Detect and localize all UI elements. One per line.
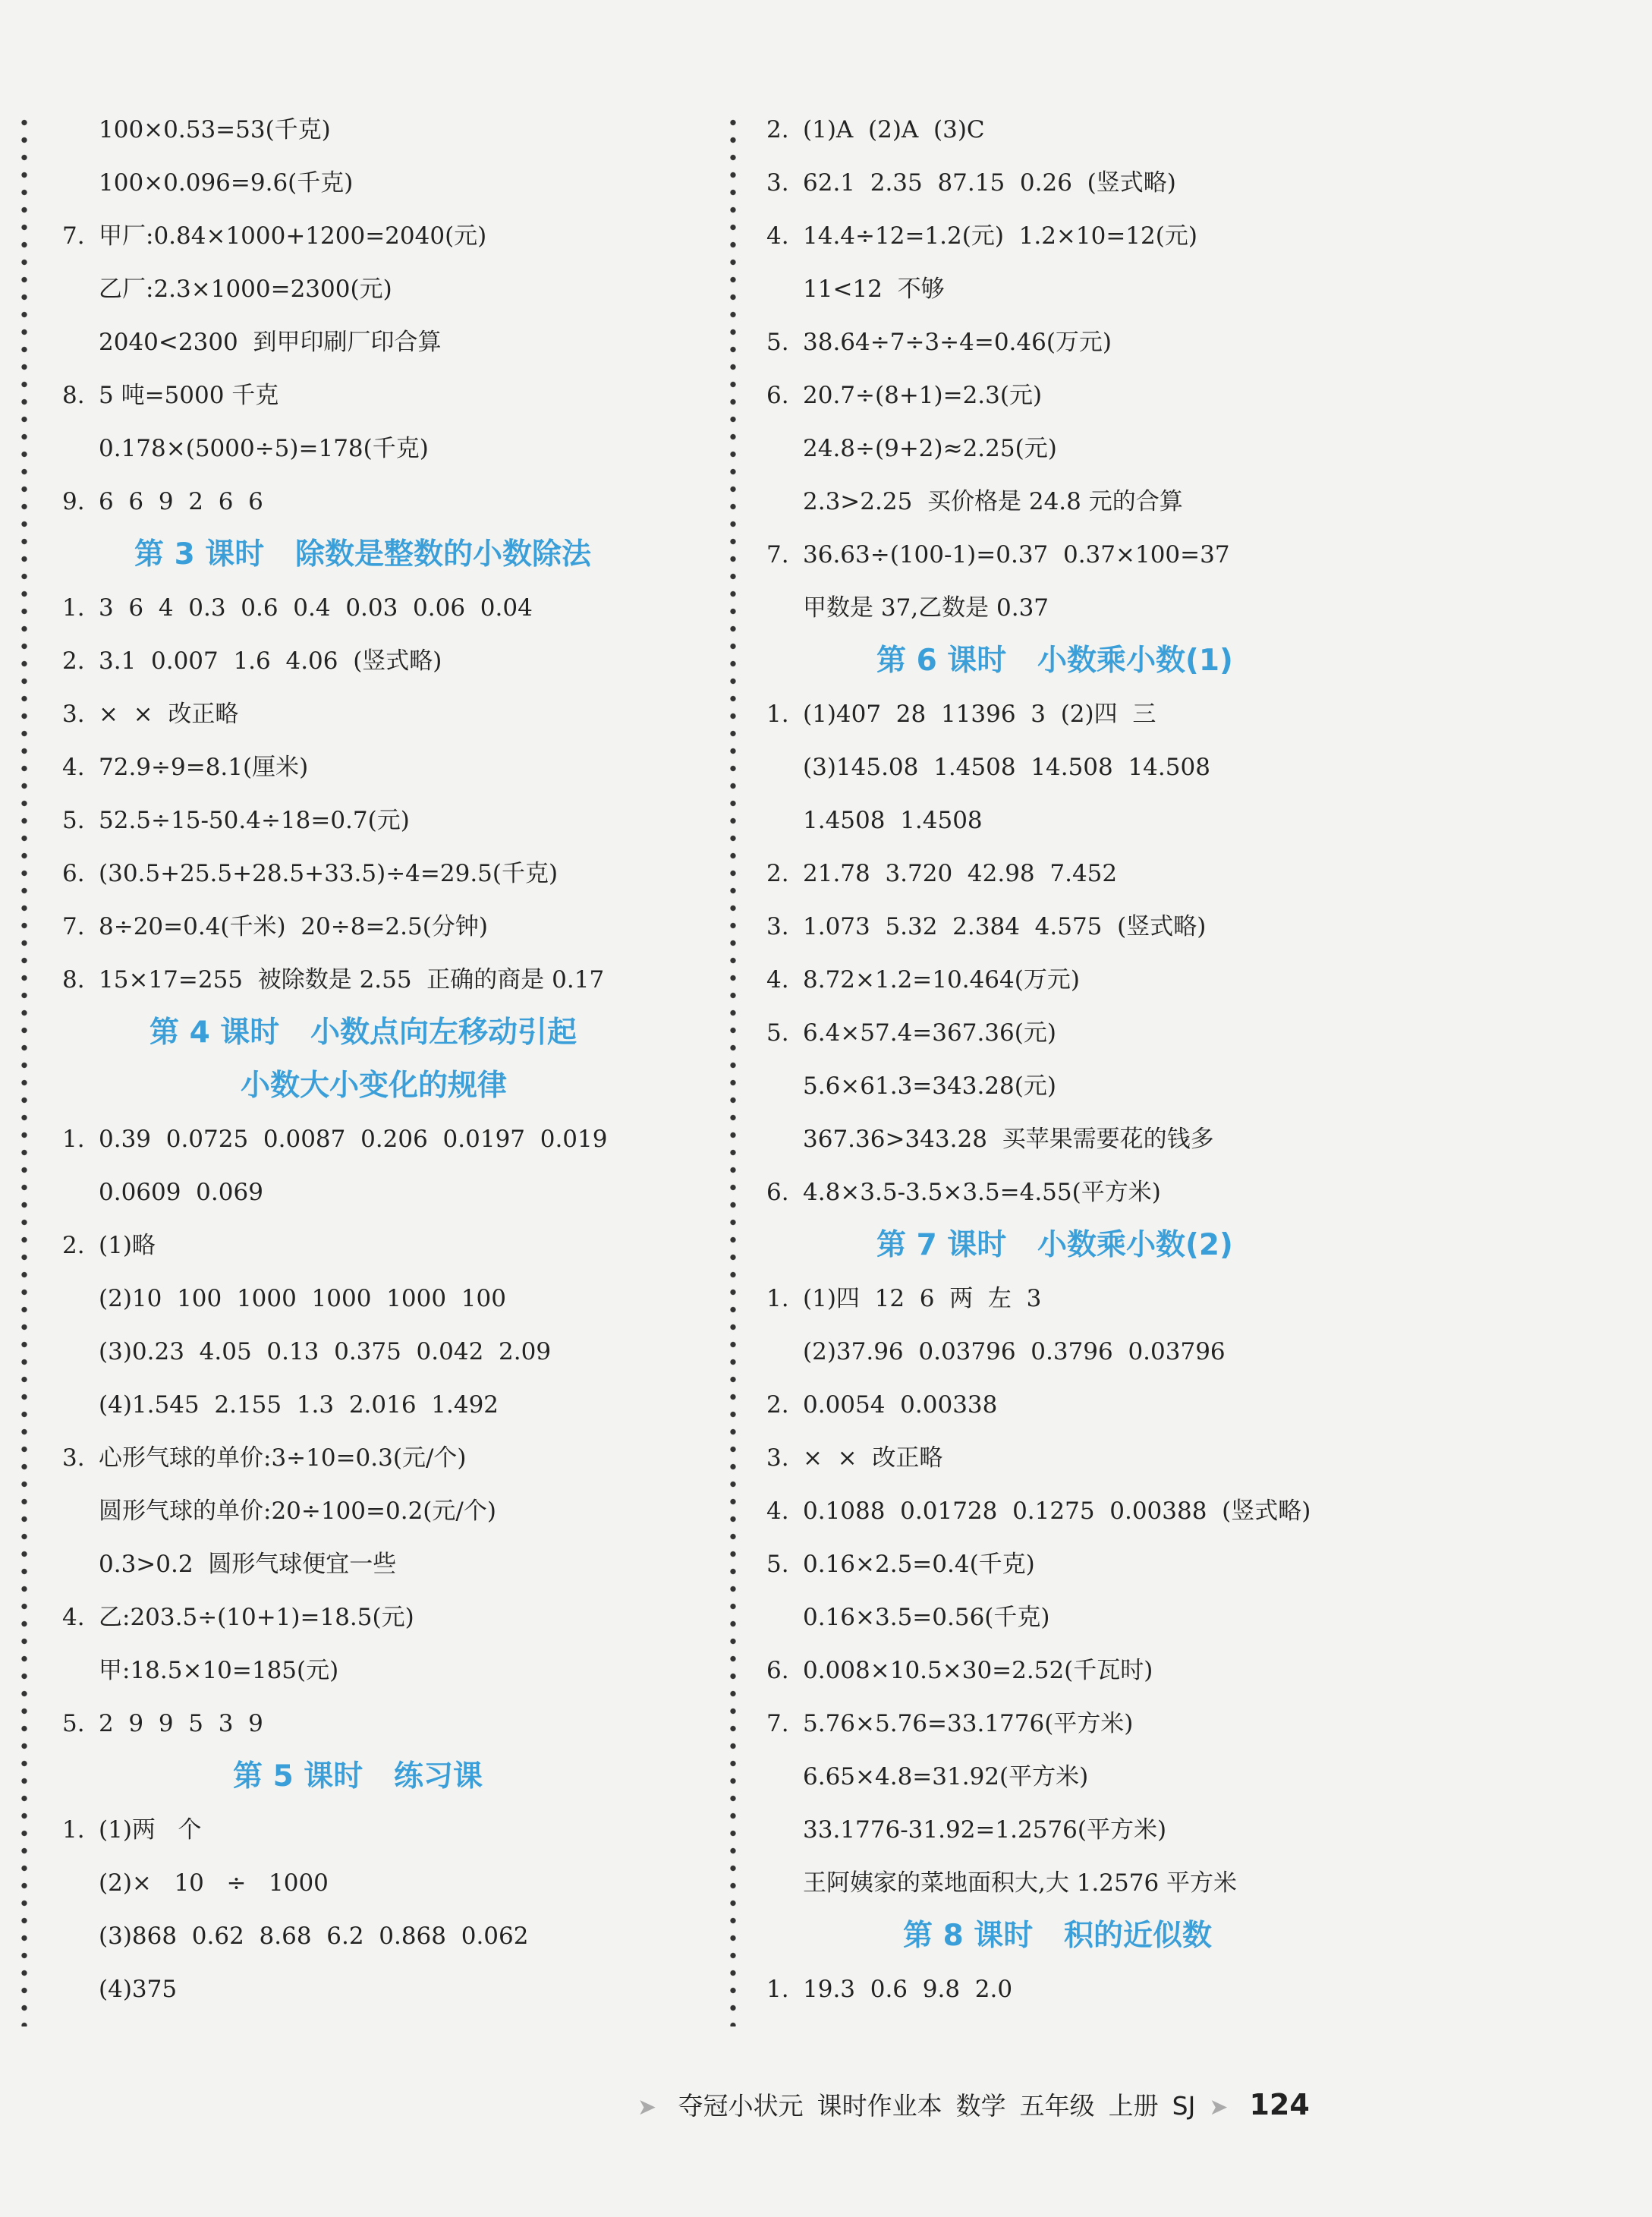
question-number: 7. xyxy=(766,541,789,568)
lesson-heading: 第 6 课时 小数乘小数(1) xyxy=(876,644,1233,678)
answer-text: (3)145.08 1.4508 14.508 14.508 xyxy=(803,754,1210,781)
question-number: 6. xyxy=(766,1179,789,1206)
question-number: 7. xyxy=(766,1710,789,1737)
answer-line xyxy=(766,1803,1616,1856)
answer-text: 21.78 3.720 42.98 7.452 xyxy=(803,860,1118,887)
answer-line xyxy=(62,741,715,794)
answer-text: 0.39 0.0725 0.0087 0.206 0.0197 0.019 xyxy=(99,1126,608,1153)
answer-text: 甲厂:0.84×1000+1200=2040(元) xyxy=(99,222,487,250)
answer-text: (1)A (2)A (3)C xyxy=(803,116,985,143)
answer-text: 圆形气球的单价:20÷100=0.2(元/个) xyxy=(99,1497,496,1525)
answer-line xyxy=(766,1060,1616,1113)
answer-line xyxy=(766,1006,1616,1060)
answer-text: (1)四 12 6 两 左 3 xyxy=(803,1285,1042,1312)
answer-line xyxy=(766,741,1616,794)
question-number: 1. xyxy=(62,1126,85,1153)
answer-line xyxy=(62,103,715,156)
question-number: 3. xyxy=(62,701,85,728)
question-number: 7. xyxy=(62,222,85,250)
answer-line xyxy=(62,1325,715,1378)
answer-text: 乙厂:2.3×1000=2300(元) xyxy=(99,276,392,303)
answer-line xyxy=(62,156,715,209)
answer-line xyxy=(62,263,715,316)
question-number: 4. xyxy=(766,1497,789,1525)
answer-line xyxy=(62,316,715,369)
answer-text: 5.76×5.76=33.1776(平方米) xyxy=(803,1710,1134,1737)
answer-text: 38.64÷7÷3÷4=0.46(万元) xyxy=(803,329,1112,356)
answer-text: 14.4÷12=1.2(元) 1.2×10=12(元) xyxy=(803,222,1197,250)
answer-text: 0.178×(5000÷5)=178(千克) xyxy=(99,435,429,462)
answer-line xyxy=(766,1591,1616,1644)
answer-line xyxy=(766,581,1616,635)
answer-line xyxy=(62,209,715,263)
answer-line xyxy=(766,369,1616,422)
question-number: 1. xyxy=(766,1976,789,2003)
answer-line xyxy=(62,1591,715,1644)
answer-line xyxy=(62,1166,715,1219)
answer-text: 0.3>0.2 圆形气球便宜一些 xyxy=(99,1551,397,1578)
answer-text: 6.4×57.4=367.36(元) xyxy=(803,1019,1056,1047)
question-number: 5. xyxy=(766,329,789,356)
question-number: 1. xyxy=(766,1285,789,1312)
answer-line xyxy=(62,847,715,900)
answer-line xyxy=(62,475,715,528)
answer-line xyxy=(766,103,1616,156)
arrow-icon: ➤ xyxy=(1209,2094,1229,2121)
answer-line xyxy=(62,635,715,688)
answer-line xyxy=(62,953,715,1006)
answer-text: 1.073 5.32 2.384 4.575 (竖式略) xyxy=(803,913,1207,940)
answer-line xyxy=(766,1697,1616,1750)
answer-text: 20.7÷(8+1)=2.3(元) xyxy=(803,382,1043,409)
answer-text: 心形气球的单价:3÷10=0.3(元/个) xyxy=(99,1444,467,1472)
question-number: 1. xyxy=(62,594,85,622)
answer-text: (2)× 10 ÷ 1000 xyxy=(99,1869,329,1897)
question-number: 2. xyxy=(766,1391,789,1419)
answer-line xyxy=(62,422,715,475)
answer-line xyxy=(62,581,715,635)
lesson-heading: 第 4 课时 小数点向左移动引起 xyxy=(149,1016,577,1050)
question-number: 2. xyxy=(62,1232,85,1259)
answer-line xyxy=(62,1963,715,2016)
answer-line xyxy=(62,1856,715,1910)
question-number: 4. xyxy=(766,222,789,250)
answer-text: 19.3 0.6 9.8 2.0 xyxy=(803,1976,1013,2003)
question-number: 5. xyxy=(766,1551,789,1578)
left-column xyxy=(62,103,715,2016)
answer-text: 62.1 2.35 87.15 0.26 (竖式略) xyxy=(803,169,1176,197)
answer-line xyxy=(766,1113,1616,1166)
answer-text: 52.5÷15-50.4÷18=0.7(元) xyxy=(99,807,410,834)
answer-line xyxy=(766,422,1616,475)
answer-text: (1)两 个 xyxy=(99,1816,202,1844)
answer-text: 36.63÷(100-1)=0.37 0.37×100=37 xyxy=(803,541,1230,568)
answer-line xyxy=(62,1378,715,1431)
footer-edition: SJ xyxy=(1172,2091,1196,2121)
arrow-icon: ➤ xyxy=(637,2094,657,2121)
answer-line xyxy=(62,1697,715,1750)
answer-text: 8.72×1.2=10.464(万元) xyxy=(803,966,1080,994)
question-number: 5. xyxy=(62,1710,85,1737)
binding-dots-right xyxy=(730,114,736,2026)
answer-text: 0.16×3.5=0.56(千克) xyxy=(803,1604,1050,1631)
answer-line xyxy=(766,794,1616,847)
answer-line xyxy=(766,847,1616,900)
answer-line xyxy=(766,1644,1616,1697)
answer-text: (30.5+25.5+28.5+33.5)÷4=29.5(千克) xyxy=(99,860,559,887)
footer-brand: 夺冠小状元 xyxy=(678,2091,804,2121)
answer-text: 100×0.53=53(千克) xyxy=(99,116,331,143)
binding-dots-left xyxy=(21,114,27,2026)
question-number: 2. xyxy=(766,116,789,143)
question-number: 6. xyxy=(766,1657,789,1684)
answer-text: 11<12 不够 xyxy=(803,276,945,303)
answer-line xyxy=(766,900,1616,953)
answer-text: 3 6 4 0.3 0.6 0.4 0.03 0.06 0.04 xyxy=(99,594,533,622)
question-number: 5. xyxy=(62,807,85,834)
answer-text: 33.1776-31.92=1.2576(平方米) xyxy=(803,1816,1167,1844)
answer-text: (3)868 0.62 8.68 6.2 0.868 0.062 xyxy=(99,1923,529,1950)
answer-text: × × 改正略 xyxy=(803,1444,943,1472)
answer-line xyxy=(766,1272,1616,1325)
lesson-heading: 小数大小变化的规律 xyxy=(241,1069,508,1103)
answer-line xyxy=(766,475,1616,528)
answer-text: 0.0054 0.00338 xyxy=(803,1391,998,1419)
answer-line xyxy=(62,794,715,847)
answer-text: 2.3>2.25 买价格是 24.8 元的合算 xyxy=(803,488,1183,515)
answer-text: 0.1088 0.01728 0.1275 0.00388 (竖式略) xyxy=(803,1497,1311,1525)
lesson-heading: 第 5 课时 练习课 xyxy=(233,1759,483,1793)
answer-text: 0.008×10.5×30=2.52(千瓦时) xyxy=(803,1657,1153,1684)
answer-text: 甲:18.5×10=185(元) xyxy=(99,1657,339,1684)
question-number: 8. xyxy=(62,966,85,994)
answer-text: 6 6 9 2 6 6 xyxy=(99,488,263,515)
answer-text: 24.8÷(9+2)≈2.25(元) xyxy=(803,435,1057,462)
question-number: 2. xyxy=(766,860,789,887)
answer-line xyxy=(62,369,715,422)
answer-line xyxy=(766,209,1616,263)
answer-line xyxy=(766,156,1616,209)
question-number: 1. xyxy=(766,701,789,728)
question-number: 3. xyxy=(766,1444,789,1472)
answer-line xyxy=(766,1325,1616,1378)
answer-text: 100×0.096=9.6(千克) xyxy=(99,169,354,197)
question-number: 3. xyxy=(766,913,789,940)
question-number: 8. xyxy=(62,382,85,409)
answer-text: 甲数是 37,乙数是 0.37 xyxy=(803,594,1049,622)
answer-line xyxy=(62,1431,715,1485)
answer-line xyxy=(62,1803,715,1856)
answer-line xyxy=(766,1166,1616,1219)
footer-grade: 五年级 xyxy=(1019,2091,1095,2121)
question-number: 5. xyxy=(766,1019,789,1047)
page-footer xyxy=(637,2086,1323,2124)
answer-text: 5.6×61.3=343.28(元) xyxy=(803,1072,1056,1100)
answer-text: 6.65×4.8=31.92(平方米) xyxy=(803,1763,1089,1790)
answer-line xyxy=(766,1485,1616,1538)
lesson-heading: 第 8 课时 积的近似数 xyxy=(903,1919,1213,1953)
answer-line xyxy=(766,1750,1616,1803)
footer-term: 上册 xyxy=(1108,2091,1159,2121)
answer-text: 5 吨=5000 千克 xyxy=(99,382,279,409)
answer-line xyxy=(62,1113,715,1166)
answer-text: × × 改正略 xyxy=(99,701,239,728)
answer-text: (2)37.96 0.03796 0.3796 0.03796 xyxy=(803,1338,1226,1365)
answer-text: 72.9÷9=8.1(厘米) xyxy=(99,754,309,781)
answer-text: (4)1.545 2.155 1.3 2.016 1.492 xyxy=(99,1391,499,1419)
answer-line xyxy=(62,1910,715,1963)
answer-text: 3.1 0.007 1.6 4.06 (竖式略) xyxy=(99,647,442,675)
answer-line xyxy=(766,953,1616,1006)
answer-line xyxy=(766,1856,1616,1910)
answer-text: 15×17=255 被除数是 2.55 正确的商是 0.17 xyxy=(99,966,605,994)
question-number: 1. xyxy=(62,1816,85,1844)
answer-text: 0.0609 0.069 xyxy=(99,1179,263,1206)
answer-line xyxy=(766,1378,1616,1431)
lesson-heading: 第 7 课时 小数乘小数(2) xyxy=(876,1228,1233,1262)
answer-text: 1.4508 1.4508 xyxy=(803,807,983,834)
answer-text: 4.8×3.5-3.5×3.5=4.55(平方米) xyxy=(803,1179,1161,1206)
answer-line xyxy=(62,900,715,953)
answer-text: (4)375 xyxy=(99,1976,178,2003)
answer-text: (2)10 100 1000 1000 1000 100 xyxy=(99,1285,506,1312)
lesson-heading: 第 3 课时 除数是整数的小数除法 xyxy=(134,537,592,572)
footer-book: 课时作业本 xyxy=(817,2091,942,2121)
question-number: 4. xyxy=(766,966,789,994)
answer-text: 王阿姨家的菜地面积大,大 1.2576 平方米 xyxy=(803,1869,1238,1897)
answer-line xyxy=(62,1538,715,1591)
answer-line xyxy=(766,1538,1616,1591)
answer-line xyxy=(62,1485,715,1538)
question-number: 2. xyxy=(62,647,85,675)
answer-text: 乙:203.5÷(10+1)=18.5(元) xyxy=(99,1604,414,1631)
question-number: 6. xyxy=(766,382,789,409)
answer-text: 367.36>343.28 买苹果需要花的钱多 xyxy=(803,1126,1214,1153)
question-number: 7. xyxy=(62,913,85,940)
answer-line xyxy=(766,688,1616,741)
question-number: 3. xyxy=(62,1444,85,1472)
answer-line xyxy=(766,316,1616,369)
footer-subject: 数学 xyxy=(955,2091,1006,2121)
answer-line xyxy=(766,528,1616,581)
question-number: 3. xyxy=(766,169,789,197)
page-number: 124 xyxy=(1249,2088,1310,2121)
right-column xyxy=(766,103,1616,2016)
answer-text: 2040<2300 到甲印刷厂印合算 xyxy=(99,329,442,356)
answer-line xyxy=(62,1272,715,1325)
answer-line xyxy=(62,1219,715,1272)
question-number: 9. xyxy=(62,488,85,515)
answer-line xyxy=(766,1963,1616,2016)
question-number: 6. xyxy=(62,860,85,887)
answer-text: (1)略 xyxy=(99,1232,156,1259)
answer-text: (3)0.23 4.05 0.13 0.375 0.042 2.09 xyxy=(99,1338,552,1365)
answer-line xyxy=(62,688,715,741)
question-number: 4. xyxy=(62,754,85,781)
answer-line xyxy=(62,1644,715,1697)
answer-line xyxy=(766,1431,1616,1485)
answer-line xyxy=(766,263,1616,316)
answer-text: (1)407 28 11396 3 (2)四 三 xyxy=(803,701,1156,728)
answer-text: 2 9 9 5 3 9 xyxy=(99,1710,263,1737)
answer-text: 8÷20=0.4(千米) 20÷8=2.5(分钟) xyxy=(99,913,488,940)
answer-text: 0.16×2.5=0.4(千克) xyxy=(803,1551,1035,1578)
question-number: 4. xyxy=(62,1604,85,1631)
